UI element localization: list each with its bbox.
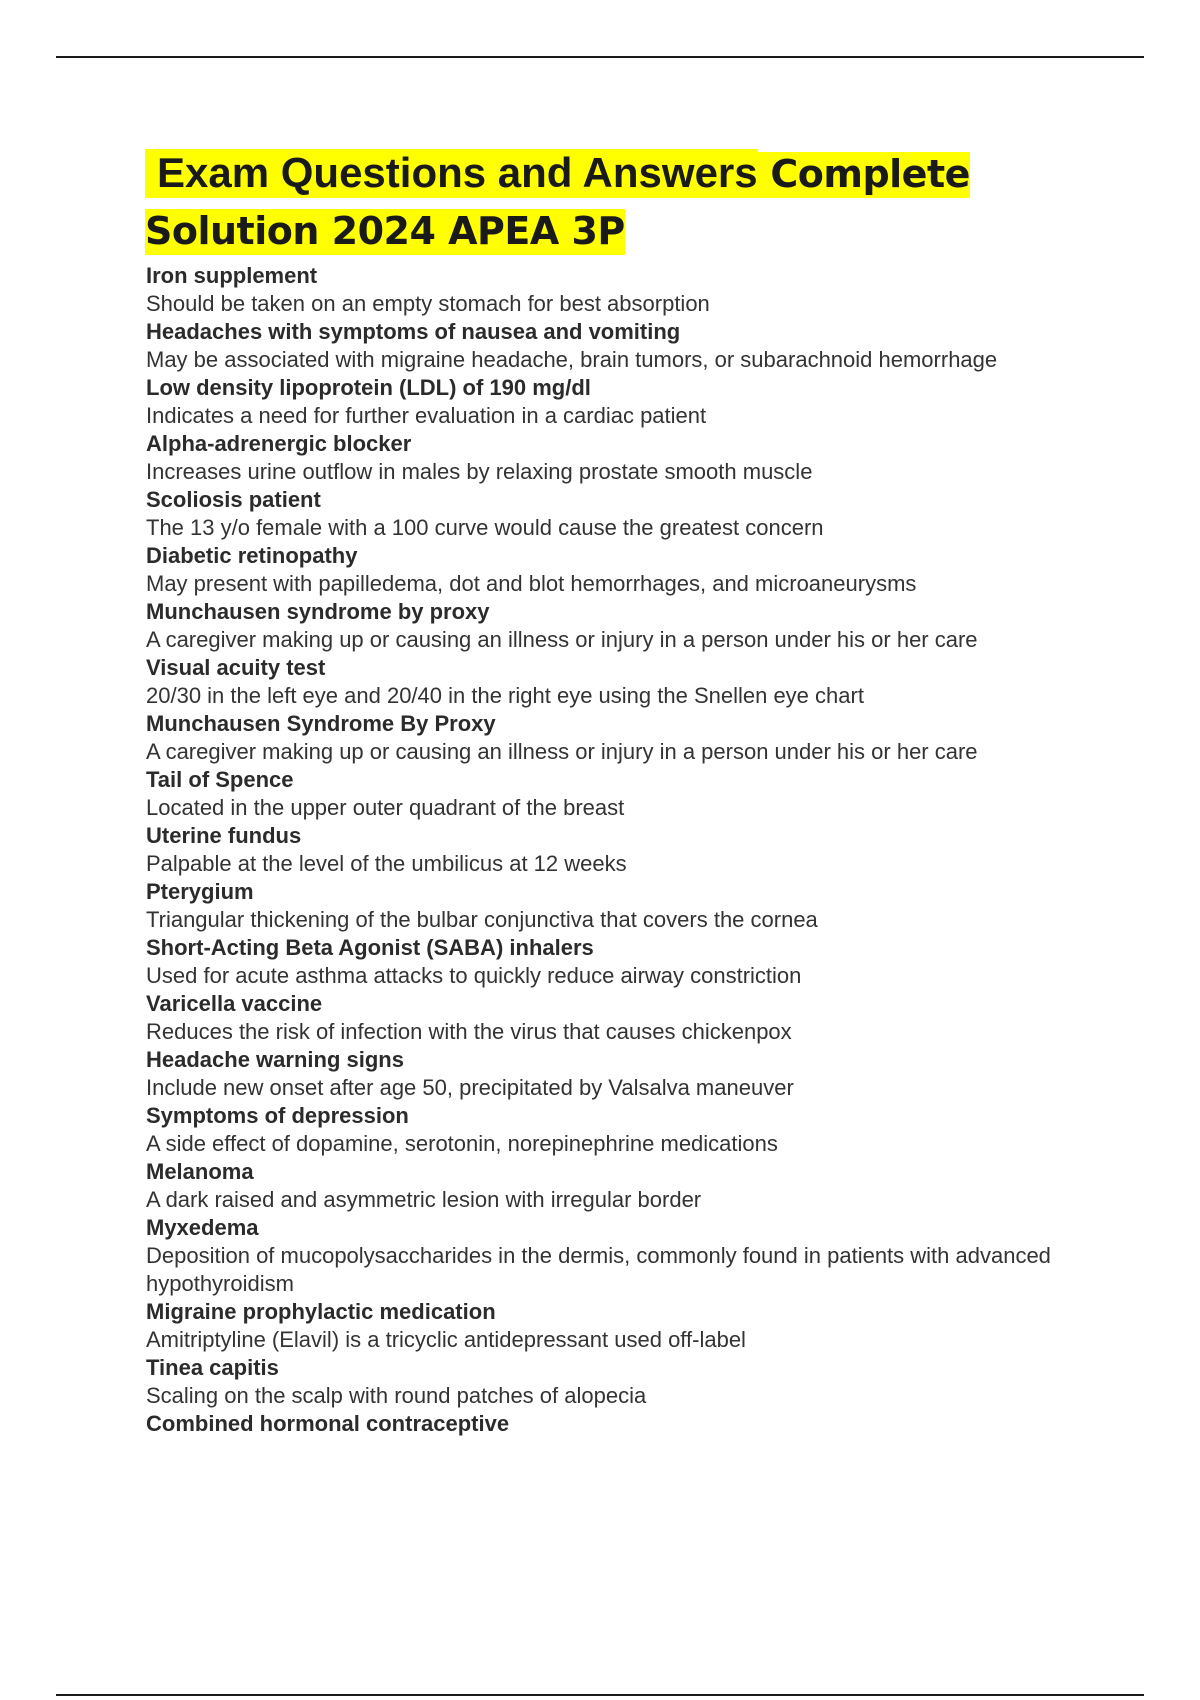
title-part-2: Complete: [757, 152, 970, 196]
qa-term: Headaches with symptoms of nausea and vomiting: [146, 319, 681, 344]
qa-item: [146, 934, 1106, 990]
qa-item: [146, 1354, 1106, 1410]
qa-item: [146, 374, 1106, 430]
qa-definition: 20/30 in the left eye and 20/40 in the right eye using the Snellen eye chart: [146, 683, 864, 708]
qa-list: [146, 262, 1106, 1438]
qa-definition: Located in the upper outer quadrant of the breast: [146, 795, 625, 820]
qa-item: [146, 1214, 1106, 1298]
qa-item: [146, 598, 1106, 654]
qa-definition: A caregiver making up or causing an illness or injury in a person under his or her care: [146, 627, 978, 652]
qa-term: Varicella vaccine: [146, 991, 323, 1016]
bottom-rule: [56, 1694, 1144, 1696]
qa-definition: Include new onset after age 50, precipitated by Valsalva maneuver: [146, 1075, 794, 1100]
qa-definition: Indicates a need for further evaluation in a cardiac patient: [146, 403, 707, 428]
qa-term: Alpha-adrenergic blocker: [146, 431, 412, 456]
qa-item: [146, 430, 1106, 486]
qa-item: [146, 710, 1106, 766]
title-part-1: Exam Questions and Answers: [145, 149, 758, 198]
qa-term: Myxedema: [146, 1215, 259, 1240]
qa-term: Migraine prophylactic medication: [146, 1299, 496, 1324]
qa-definition: Scaling on the scalp with round patches of alopecia: [146, 1383, 647, 1408]
qa-item: [146, 654, 1106, 710]
qa-item: [146, 1410, 1106, 1438]
qa-term: Diabetic retinopathy: [146, 543, 358, 568]
title-part-3: Solution 2024 APEA 3P: [145, 209, 625, 253]
document-title: [145, 144, 1085, 260]
qa-item: [146, 822, 1106, 878]
title-line-1: [145, 144, 1085, 202]
qa-item: [146, 878, 1106, 934]
qa-definition: Reduces the risk of infection with the virus that causes chickenpox: [146, 1019, 792, 1044]
qa-term: Tinea capitis: [146, 1355, 279, 1380]
qa-item: [146, 262, 1106, 318]
title-line-2: [145, 202, 1085, 260]
qa-term: Scoliosis patient: [146, 487, 321, 512]
qa-definition: Palpable at the level of the umbilicus at 12 weeks: [146, 851, 627, 876]
qa-definition: Triangular thickening of the bulbar conjunctiva that covers the cornea: [146, 907, 818, 932]
qa-item: [146, 1158, 1106, 1214]
qa-term: Combined hormonal contraceptive: [146, 1411, 510, 1436]
qa-definition: Deposition of mucopolysaccharides in the dermis, commonly found in patients with advanced hypothyroidism: [146, 1243, 1051, 1296]
qa-item: [146, 542, 1106, 598]
qa-term: Uterine fundus: [146, 823, 302, 848]
qa-term: Low density lipoprotein (LDL) of 190 mg/dl: [146, 375, 591, 400]
qa-definition: Increases urine outflow in males by relaxing prostate smooth muscle: [146, 459, 813, 484]
qa-definition: Amitriptyline (Elavil) is a tricyclic antidepressant used off-label: [146, 1327, 746, 1352]
qa-term: Pterygium: [146, 879, 254, 904]
qa-item: [146, 1102, 1106, 1158]
qa-item: [146, 1298, 1106, 1354]
qa-definition: Used for acute asthma attacks to quickly reduce airway constriction: [146, 963, 802, 988]
qa-term: Munchausen Syndrome By Proxy: [146, 711, 496, 736]
qa-definition: The 13 y/o female with a 100 curve would cause the greatest concern: [146, 515, 824, 540]
qa-definition: May present with papilledema, dot and blot hemorrhages, and microaneurysms: [146, 571, 917, 596]
qa-definition: A side effect of dopamine, serotonin, norepinephrine medications: [146, 1131, 778, 1156]
qa-item: [146, 766, 1106, 822]
qa-term: Symptoms of depression: [146, 1103, 409, 1128]
qa-definition: A caregiver making up or causing an illness or injury in a person under his or her care: [146, 739, 978, 764]
qa-term: Iron supplement: [146, 263, 318, 288]
top-rule: [56, 56, 1144, 58]
qa-term: Melanoma: [146, 1159, 254, 1184]
qa-term: Headache warning signs: [146, 1047, 404, 1072]
qa-definition: Should be taken on an empty stomach for best absorption: [146, 291, 710, 316]
qa-item: [146, 318, 1106, 374]
qa-item: [146, 486, 1106, 542]
qa-item: [146, 990, 1106, 1046]
qa-definition: A dark raised and asymmetric lesion with irregular border: [146, 1187, 702, 1212]
qa-term: Short-Acting Beta Agonist (SABA) inhalers: [146, 935, 594, 960]
qa-item: [146, 1046, 1106, 1102]
qa-term: Tail of Spence: [146, 767, 294, 792]
qa-term: Visual acuity test: [146, 655, 326, 680]
qa-term: Munchausen syndrome by proxy: [146, 599, 490, 624]
qa-definition: May be associated with migraine headache, brain tumors, or subarachnoid hemorrhage: [146, 347, 998, 372]
